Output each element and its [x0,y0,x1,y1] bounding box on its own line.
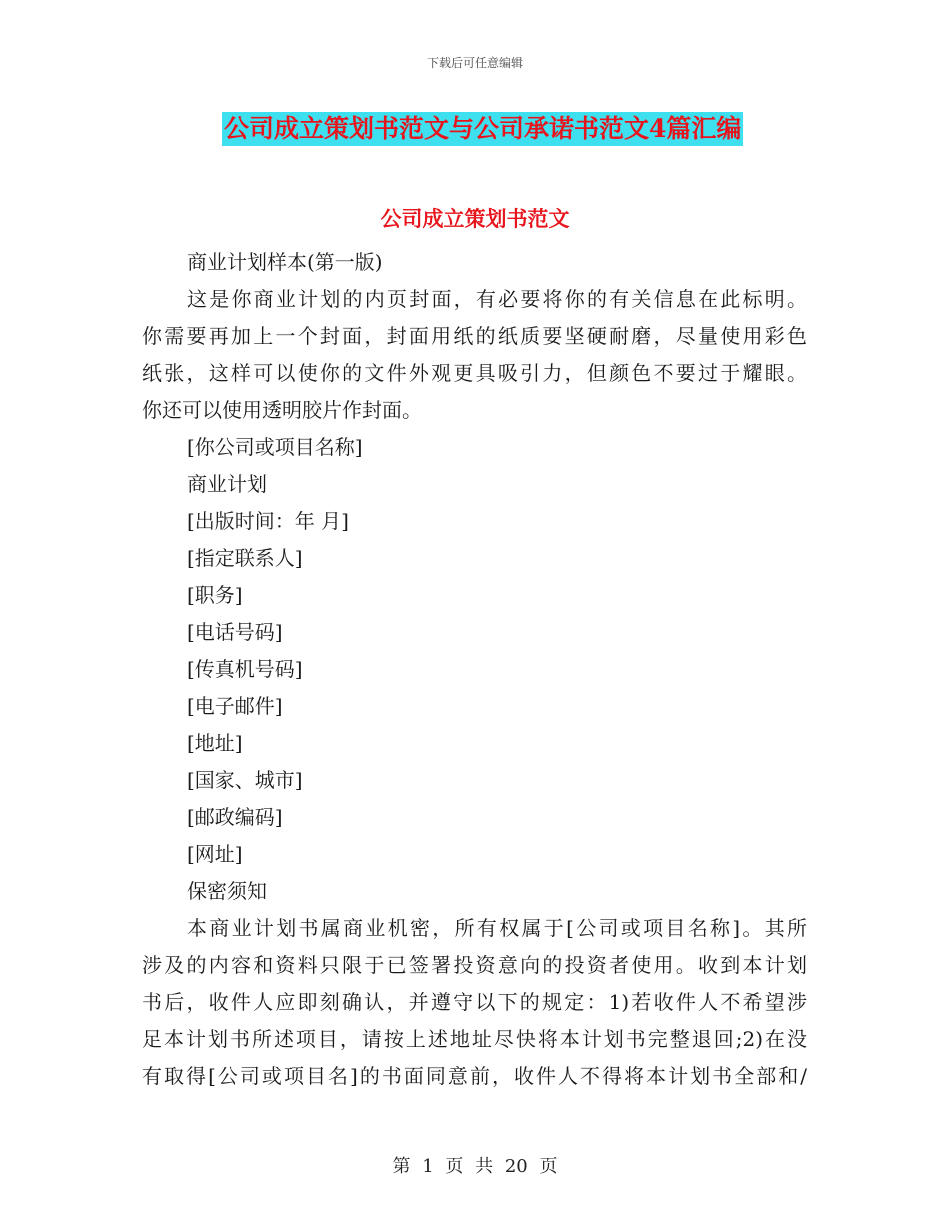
document-title: 公司成立策划书范文与公司承诺书范文4篇汇编 [222,112,743,146]
paragraph-line: 你需要再加上一个封面，封面用纸的纸质要坚硬耐磨，尽量使用彩色 [142,324,807,348]
paragraph-line: [传真机号码] [187,657,303,681]
document-body [142,244,807,1095]
paragraph-line: [国家、城市] [187,768,303,792]
paragraph-line: 有取得[公司或项目名]的书面同意前，收件人不得将本计划书全部和/ [142,1064,807,1088]
paragraph-line: 商业计划 [187,472,267,496]
paragraph-line: 这是你商业计划的内页封面，有必要将你的有关信息在此标明。 [187,287,807,311]
page-footer: 第 1 页 共 20 页 [392,1156,558,1177]
paragraph-line: 纸张，这样可以使你的文件外观更具吸引力，但颜色不要过于耀眼。 [142,361,807,385]
paragraph-line: 书后，收件人应即刻确认，并遵守以下的规定：1)若收件人不希望涉 [142,990,807,1014]
paragraph-line: 本商业计划书属商业机密，所有权属于[公司或项目名称]。其所 [187,916,807,940]
paragraph-line: 商业计划样本(第一版) [187,250,383,274]
section-title: 公司成立策划书范文 [380,206,570,231]
paragraph-line: [出版时间：年 月] [187,509,349,533]
paragraph-line: [地址] [187,731,243,755]
header-note: 下载后可任意编辑 [426,56,523,70]
paragraph-line: [职务] [187,583,243,607]
paragraph-line: 你还可以使用透明胶片作封面。 [142,398,422,422]
paragraph-line: [你公司或项目名称] [187,435,363,459]
paragraph-line: 足本计划书所述项目，请按上述地址尽快将本计划书完整退回;2)在没 [142,1027,807,1051]
paragraph-line: [电子邮件] [187,694,283,718]
paragraph-line: [指定联系人] [187,546,303,570]
paragraph-line: 保密须知 [187,879,267,903]
paragraph-line: 涉及的内容和资料只限于已签署投资意向的投资者使用。收到本计划 [142,953,807,977]
paragraph-line: [邮政编码] [187,805,283,829]
paragraph-line: [网址] [187,842,243,866]
paragraph-line: [电话号码] [187,620,283,644]
